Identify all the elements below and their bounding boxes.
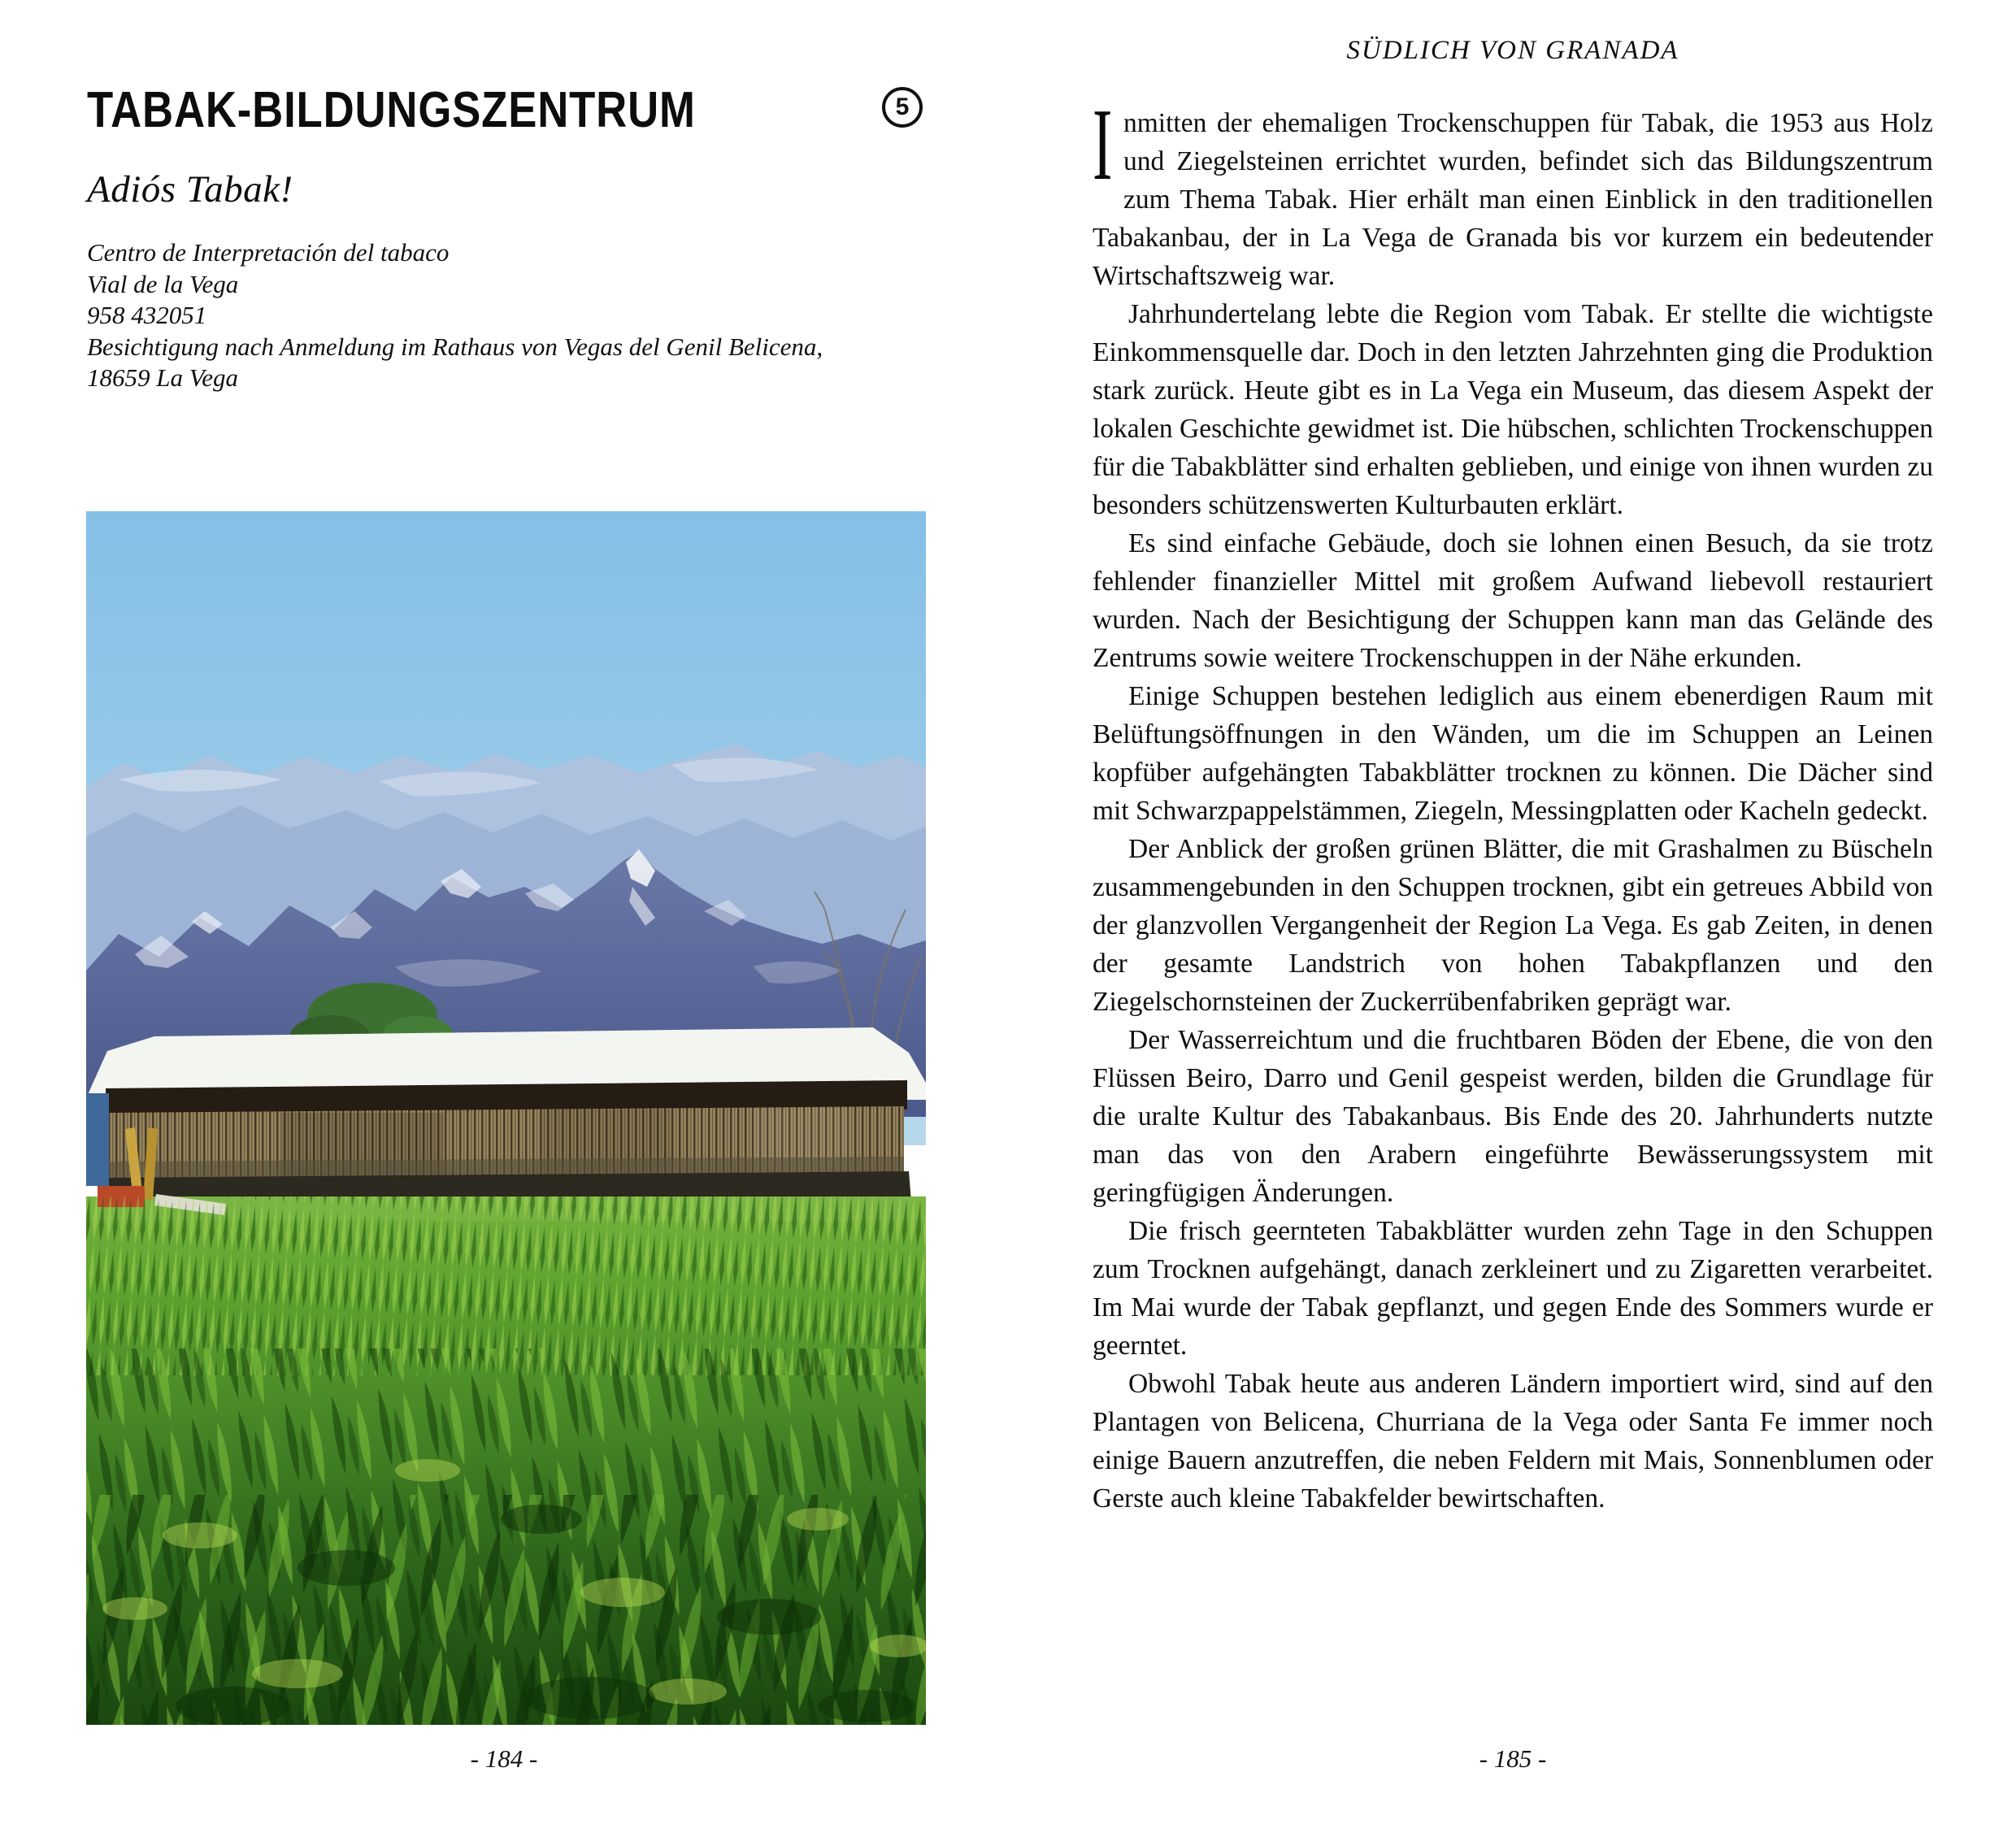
page-subtitle: Adiós Tabak! (87, 168, 293, 211)
photo-field-foliage (86, 1196, 926, 1725)
body-paragraph: Obwohl Tabak heute aus anderen Ländern importiert wird, sind auf den Plantagen von Belicena, Churriana de la Vega oder Santa Fe immer noch einige Bauern anzutreffen, die neben Feldern mit Mais, Sonnenblumen oder Gerste auch kleine Tabakfelder bewirtschaften. (1093, 1369, 1933, 1513)
body-text (1093, 89, 1933, 1518)
body-paragraph: Einige Schuppen bestehen lediglich aus einem ebenerdigen Raum mit Belüftungsöffnungen in den Wänden, um die im Schuppen an Leinen kopfüber aufgehängten Tabakblätter trocknen zu können. Die Dächer sind mit Schwarzpappelstämmen, Ziegeln, Messingplatten oder Kacheln gedeckt. (1093, 681, 1933, 826)
drop-cap: I (1093, 89, 1113, 202)
body-paragraph: Der Anblick der großen grünen Blätter, die mit Grashalmen zu Büscheln zusammengebunden in den Schuppen trocknen, gibt ein getreues Abbild von der glanzvollen Vergangenheit der Region La Vega. Es gab Zeiten, in denen der gesamte Landstrich von hohen Tabakpflanzen und den Ziegelschornsteinen der Zuckerrübenfabriken geprägt war. (1093, 834, 1933, 1017)
body-paragraph: Der Wasserreichtum und die fruchtbaren Böden der Ebene, die von den Flüssen Beiro, Darro und Genil gespeist werden, bilden die Grundlage für die uralte Kultur des Tabakanbaus. Bis Ende des 20. Jahrhunderts nutzte man das von den Arabern eingeführte Bewässerungssystem mit geringfügigen Änderungen. (1093, 1025, 1933, 1208)
contact-line: 18659 La Vega (87, 363, 238, 392)
page-number-right: - 185 - (1479, 1744, 1547, 1773)
contact-line: Besichtigung nach Anmeldung im Rathaus von Vegas del Genil Belicena, (87, 332, 823, 361)
body-paragraph: Es sind einfache Gebäude, doch sie lohnen einen Besuch, da sie trotz fehlender finanzieller Mittel mit großem Aufwand liebevoll restauriert wurden. Nach der Besichtigung der Schuppen kann man das Gelände des Zentrums sowie weitere Trockenschuppen in der Nähe erkunden. (1093, 528, 1933, 673)
contact-line: 958 432051 (87, 301, 207, 329)
body-paragraph: Inmitten der ehemaligen Trockenschuppen für Tabak, die 1953 aus Holz und Ziegelsteinen errichtet wurden, befindet sich das Bildungszentrum zum Thema Tabak. Hier erhält man einen Einblick in den traditionellen Tabakanbau, der in La Vega de Granada bis vor kurzem ein bedeutender Wirtschaftszweig war. (1093, 89, 1933, 291)
tobacco-field-photo (86, 511, 926, 1725)
body-paragraph: Die frisch geernteten Tabakblätter wurden zehn Tage in den Schuppen zum Trocknen aufgehängt, danach zerkleinert und zu Zigaretten verarbeitet. Im Mai wurde der Tabak gepflanzt, und gegen Ende des Sommers wurde er geerntet. (1093, 1216, 1933, 1361)
contact-line: Centro de Interpretación del tabaco (87, 238, 450, 267)
poi-number: 5 (895, 93, 910, 120)
contact-block (87, 237, 949, 394)
poi-number-badge (882, 87, 923, 128)
body-paragraph: Jahrhundertelang lebte die Region vom Tabak. Er stellte die wichtigste Einkommensquelle dar. Doch in den letzten Jahrzehnten ging die Produktion stark zurück. Heute gibt es in La Vega ein Museum, das diesem Aspekt der lokalen Geschichte gewidmet ist. Die hübschen, schlichten Trockenschuppen für die Tabakblätter sind erhalten geblieben, und einige von ihnen wurden zu besonders schützenswerten Kulturbauten erklärt. (1093, 299, 1933, 520)
contact-line: Vial de la Vega (87, 269, 239, 298)
running-head: SÜDLICH VON GRANADA (1346, 36, 1679, 65)
page-number-left: - 184 - (470, 1744, 538, 1773)
page-title: TABAK-BILDUNGSZENTRUM (87, 82, 696, 138)
photo-shed (86, 1027, 926, 1217)
